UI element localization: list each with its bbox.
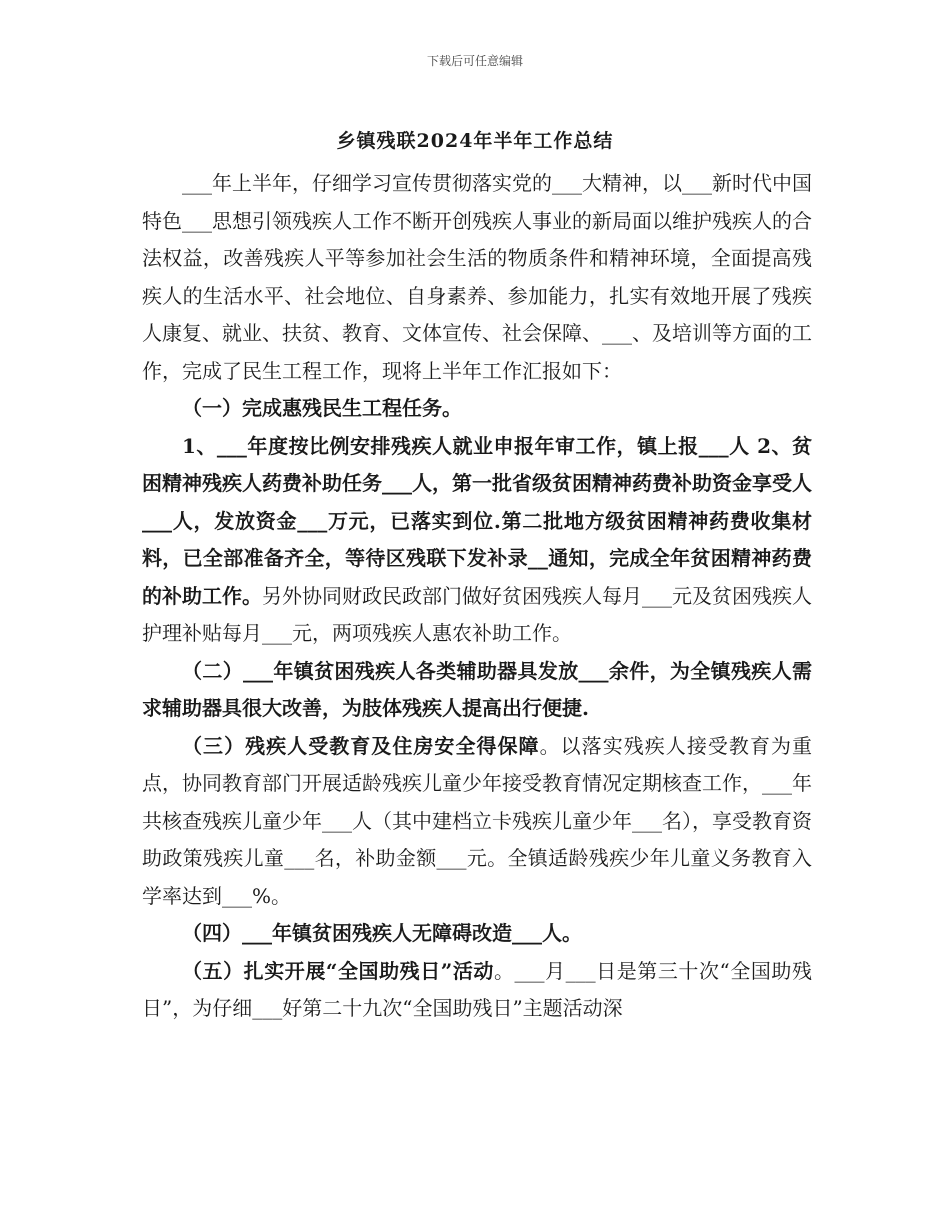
document-title: 乡镇残联2024年半年工作总结 xyxy=(336,130,614,152)
document-body xyxy=(142,165,812,1028)
paragraph-section-3 xyxy=(142,728,812,916)
text-segment: （四）___年镇贫困残疾人无障碍改造___人。 xyxy=(182,921,582,945)
text-segment: 。以落实残疾人接受教育为重点，协同教育部门开展适龄残疾儿童少年接受教育情况定期核查工作，___年共核查残疾儿童少年___人（其中建档立卡残疾儿童少年___名），享受教育资助政策残疾儿童___名，补助金额___元。全镇适龄残疾少年儿童义务教育入学率达到___%。 xyxy=(142,733,813,908)
text-segment: （五）扎实开展“全国助残日”活动 xyxy=(182,958,494,983)
text-segment: （一）完成惠残民生工程任务。 xyxy=(182,396,462,420)
text-segment: ___年上半年，仔细学习宣传贯彻落实党的___大精神，以___新时代中国特色___思想引领残疾人工作不断开创残疾人事业的新局面以维护残疾人的合法权益，改善残疾人平等参加社会生活的物质条件和精神环境，全面提高残疾人的生活水平、社会地位、自身素养、参加能力，扎实有效地开展了残疾人康复、就业、扶贫、教育、文体宣传、社会保障、___、及培训等方面的工作，完成了民生工程工作，现将上半年工作汇报如下： xyxy=(142,171,812,383)
text-segment: （二）___年镇贫困残疾人各类辅助器具发放___余件，为全镇残疾人需求辅助器具很大改善，为肢体残疾人提高出行便捷. xyxy=(142,658,812,720)
section-heading-2 xyxy=(142,653,812,728)
page-header-note: 下载后可任意编辑 xyxy=(426,54,523,68)
text-segment: 。___月___日是第三十次“全国助残日”，为仔细___好第二十九次“全国助残日”主题活动深 xyxy=(142,958,812,1020)
section-heading-1 xyxy=(142,390,812,428)
text-segment: 1、___年度按比例安排残疾人就业申报年审工作，镇上报___人 2、贫困精神残疾人药费补助任务___人，第一批省级贫困精神药费补助资金享受人___人，发放资金___万元，已落实到位.第二批地方级贫困精神药费收集材料，已全部准备齐全，等待区残联下发补录__通知，完成全年贫困精神药费的补助工作。 xyxy=(142,433,812,608)
section-heading-4 xyxy=(142,915,812,953)
text-segment: （三）残疾人受教育及住房安全得保障 xyxy=(182,733,540,758)
paragraph-item-1 xyxy=(142,428,812,653)
text-segment: 另外协同财政民政部门做好贫困残疾人每月___元及贫困残疾人护理补贴每月___元，两项残疾人惠农补助工作。 xyxy=(142,583,812,645)
paragraph-section-5 xyxy=(142,953,812,1028)
paragraph-intro xyxy=(142,165,812,390)
